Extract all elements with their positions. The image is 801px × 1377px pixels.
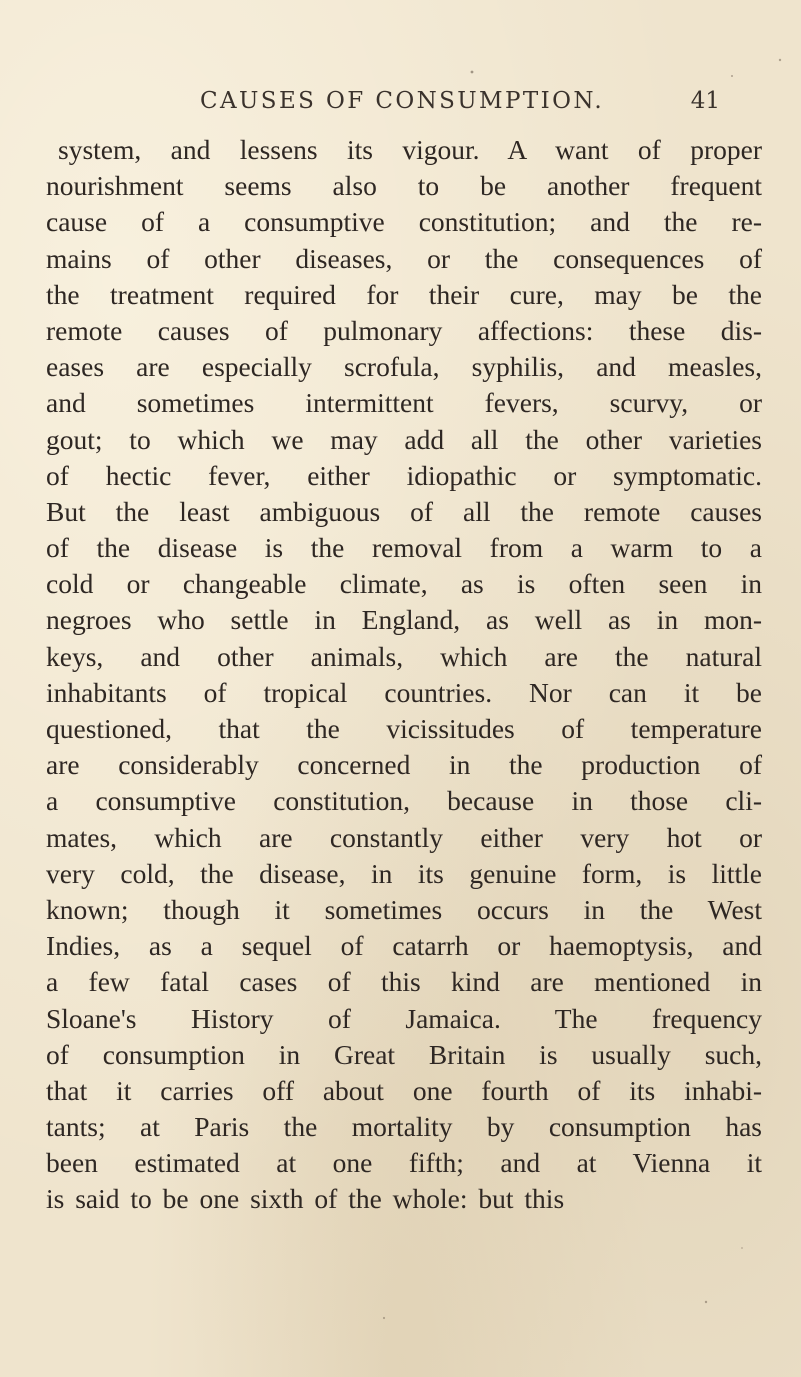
- text-line: and sometimes intermittent fevers, scurvy, or: [46, 387, 762, 419]
- text-line: negroes who settle in England, as well as in mon-: [46, 604, 762, 636]
- running-head: [200, 88, 720, 128]
- body-text: [46, 132, 762, 1218]
- text-line: keys, and other animals, which are the natural: [46, 640, 762, 672]
- text-line: that it carries off about one fourth of its inhabi-: [46, 1074, 762, 1106]
- text-line: Sloane's History of Jamaica. The frequency: [46, 1002, 762, 1034]
- text-line: cause of a consumptive constitution; and the re-: [46, 206, 762, 238]
- running-title: CAUSES OF CONSUMPTION.: [200, 88, 605, 114]
- text-line: remote causes of pulmonary affections: these dis-: [46, 314, 762, 346]
- text-line: cold or changeable climate, as is often seen in: [46, 568, 762, 600]
- text-line: been estimated at one fifth; and at Vienna it: [46, 1147, 762, 1179]
- text-line: of the disease is the removal from a warm to a: [46, 532, 762, 564]
- text-line: Indies, as a sequel of catarrh or haemoptysis, and: [46, 930, 762, 962]
- text-line: known; though it sometimes occurs in the West: [46, 893, 762, 925]
- page-number: 41: [690, 88, 720, 114]
- text-line: are considerably concerned in the production of: [46, 749, 762, 781]
- text-line: gout; to which we may add all the other varieties: [46, 423, 762, 455]
- text-line: the treatment required for their cure, may be the: [46, 278, 762, 310]
- text-line: system, and lessens its vigour. A want of proper: [58, 134, 762, 165]
- text-line: of hectic fever, either idiopathic or symptomatic.: [46, 459, 762, 491]
- text-line: eases are especially scrofula, syphilis, and measles,: [46, 351, 762, 383]
- text-line: mates, which are constantly either very hot or: [46, 821, 762, 853]
- text-line: questioned, that the vicissitudes of temperature: [46, 713, 762, 744]
- text-line: a few fatal cases of this kind are mentioned in: [46, 966, 762, 998]
- text-line: mains of other diseases, or the consequences of: [46, 242, 762, 274]
- text-line: nourishment seems also to be another frequent: [46, 170, 762, 202]
- text-line: of consumption in Great Britain is usually such,: [46, 1038, 762, 1070]
- text-line: is said to be one sixth of the whole: but this: [46, 1183, 565, 1215]
- text-line: very cold, the disease, in its genuine form, is little: [46, 857, 762, 889]
- text-line: inhabitants of tropical countries. Nor can it be: [46, 676, 762, 708]
- text-line: But the least ambiguous of all the remote causes: [46, 495, 762, 527]
- text-line: a consumptive constitution, because in those cli-: [46, 785, 762, 817]
- text-line: tants; at Paris the mortality by consumption has: [46, 1111, 762, 1143]
